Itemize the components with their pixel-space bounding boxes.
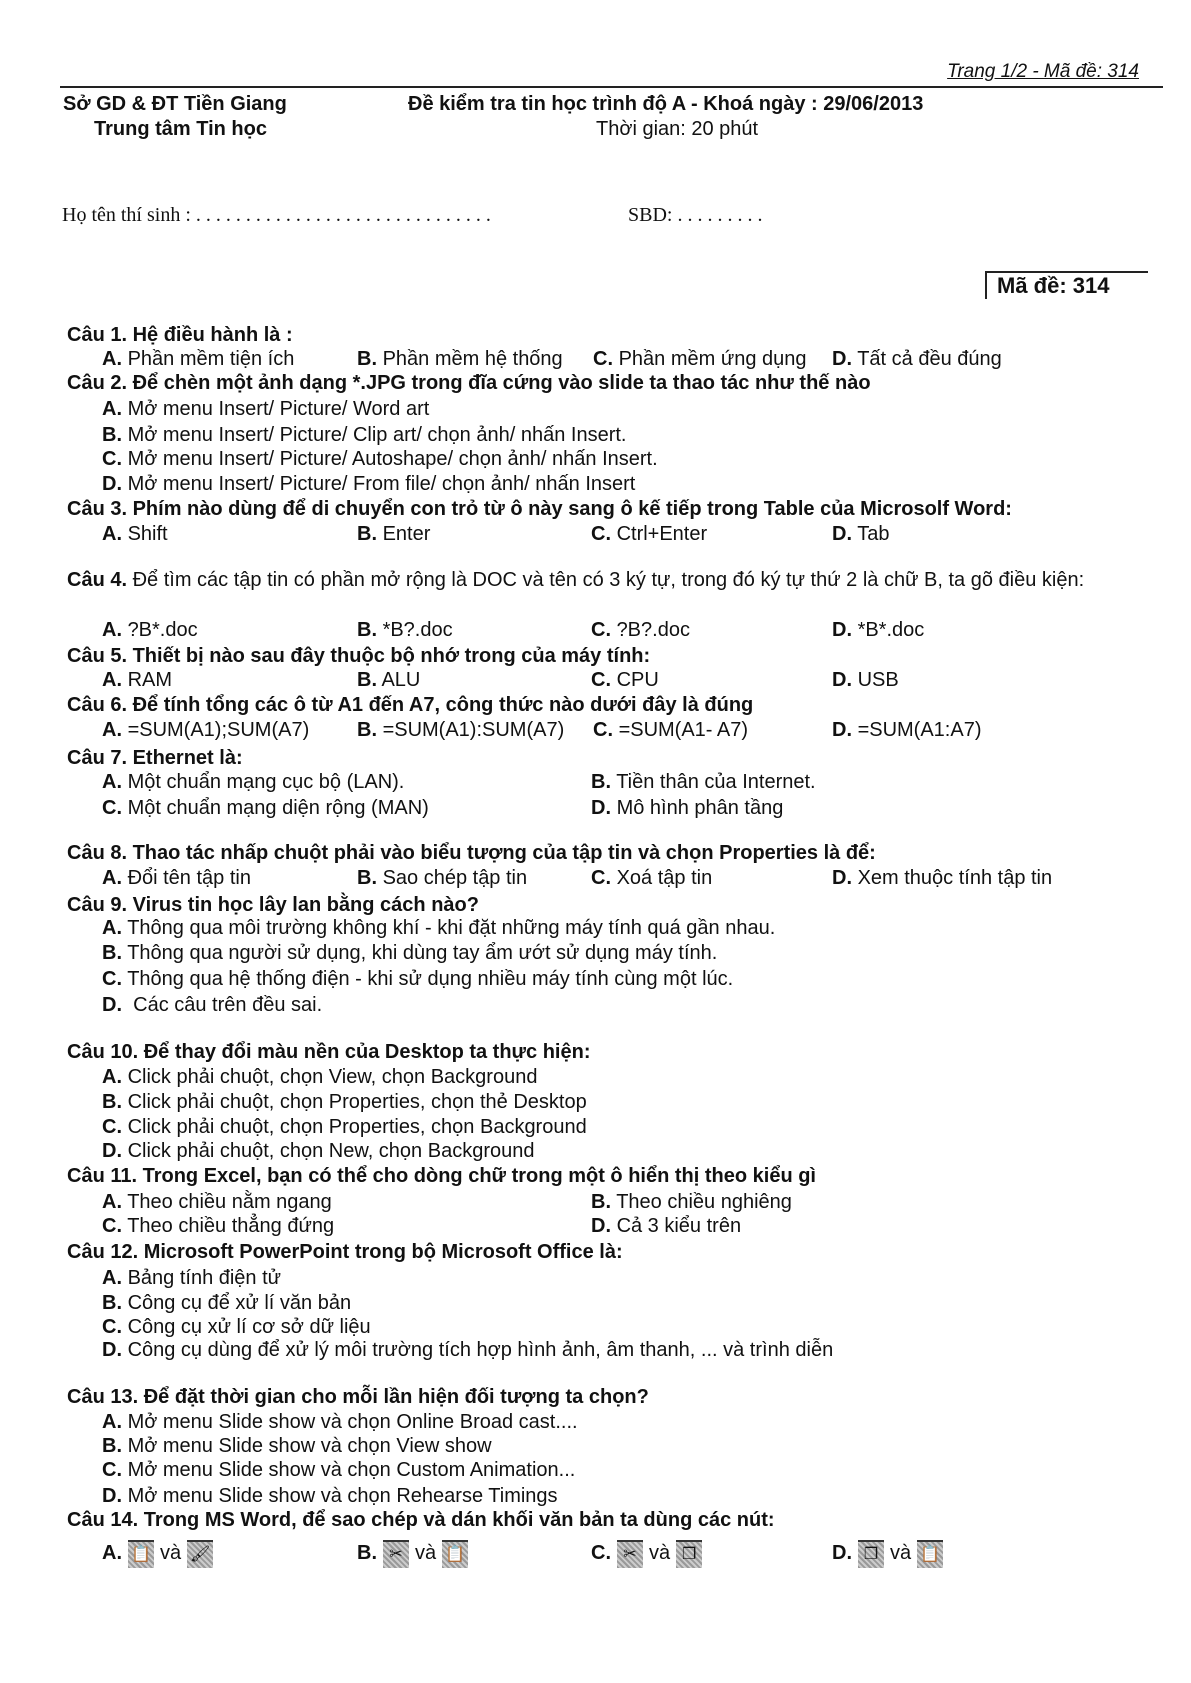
option-c — [102, 1315, 371, 1339]
text: Bảng tính điện tử — [127, 1267, 282, 1289]
text: Câu 5. — [67, 645, 128, 667]
option-letter: C. — [593, 348, 613, 370]
text: Tab — [857, 523, 890, 545]
text: Để đặt thời gian cho mỗi lần hiện đối tượng ta chọn? — [138, 1386, 649, 1408]
text: và — [415, 1542, 437, 1564]
option-b — [102, 941, 717, 965]
option-d — [102, 1338, 833, 1362]
text: Mở menu Slide show và chọn Online Broad cast.... — [127, 1411, 578, 1433]
option-letter: B. — [102, 1292, 122, 1314]
text: Mở menu Insert/ Picture/ Clip art/ chọn ảnh/ nhấn Insert. — [127, 424, 627, 446]
text: và — [160, 1542, 182, 1564]
cut-icon: ✂ — [617, 1540, 643, 1568]
text: Trong Excel, bạn có thể cho dòng chữ trong một ô hiển thị theo kiểu gì — [137, 1165, 816, 1187]
text: Theo chiều nằm ngang — [127, 1191, 332, 1213]
text: Các câu trên đều sai. — [133, 994, 323, 1016]
text: Tiền thân của Internet. — [616, 771, 816, 793]
text: Click phải chuột, chọn View, chọn Background — [127, 1066, 538, 1088]
text: Phần mềm tiện ích — [127, 348, 295, 370]
option-letter: C. — [591, 867, 611, 889]
option-letter: B. — [357, 619, 377, 641]
option-d — [832, 522, 889, 546]
option-a — [102, 347, 294, 371]
text: Để tìm các tập tin có phần mở rộng là DOC và tên có 3 ký tự, trong đó ký tự thứ 2 là chữ B, ta gõ điều kiện: — [127, 569, 1085, 591]
option-letter: A. — [102, 867, 122, 889]
text: và — [890, 1542, 912, 1564]
option-a — [102, 1538, 219, 1568]
option-d — [591, 796, 783, 820]
text: Theo chiều thẳng đứng — [127, 1215, 335, 1237]
text: Trong MS Word, để sao chép và dán khối văn bản ta dùng các nút: — [138, 1509, 775, 1531]
text: Click phải chuột, chọn Properties, chọn Background — [127, 1116, 587, 1138]
text: Tất cả đều đúng — [857, 348, 1002, 370]
text: Thao tác nhấp chuột phải vào biểu tượng của tập tin và chọn Properties là để: — [127, 842, 876, 864]
option-a — [102, 618, 198, 642]
text: Phần mềm hệ thống — [382, 348, 563, 370]
option-letter: B. — [102, 424, 122, 446]
option-letter: C. — [102, 448, 122, 470]
text: Phím nào dùng để di chuyển con trỏ từ ô này sang ô kế tiếp trong Table của Microsolf Word: — [127, 498, 1012, 520]
option-c — [591, 618, 690, 642]
option-a — [102, 770, 404, 794]
text: *B*.doc — [857, 619, 925, 641]
text: Câu 9. — [67, 894, 128, 916]
paste-icon: 📋 — [442, 1540, 468, 1568]
text: Một chuẩn mạng diện rộng (MAN) — [127, 797, 429, 819]
option-letter: B. — [102, 942, 122, 964]
text: Câu 7. — [67, 747, 128, 769]
text: Công cụ dùng để xử lý môi trường tích hợp hình ảnh, âm thanh, ... và trình diễn — [127, 1339, 834, 1361]
text: Theo chiều nghiêng — [616, 1191, 792, 1213]
text: Câu 11. — [67, 1165, 138, 1187]
text: Câu 12. — [67, 1241, 139, 1263]
option-a — [102, 1266, 281, 1290]
option-c — [102, 1458, 575, 1482]
option-letter: A. — [102, 1542, 122, 1564]
option-letter: C. — [591, 619, 611, 641]
option-a — [102, 1065, 537, 1089]
option-b — [591, 1190, 792, 1214]
question-6 — [67, 693, 753, 717]
option-letter: D. — [832, 348, 852, 370]
option-c — [102, 1115, 587, 1139]
text: Mở menu Insert/ Picture/ Word art — [127, 398, 430, 420]
option-b — [357, 866, 527, 890]
text: Câu 4. — [67, 569, 128, 591]
option-a — [102, 1190, 332, 1214]
option-b — [102, 423, 626, 447]
option-letter: B. — [357, 523, 377, 545]
option-letter: C. — [102, 1316, 122, 1338]
text: Shift — [127, 523, 168, 545]
text: Mở menu Insert/ Picture/ Autoshape/ chọn ảnh/ nhấn Insert. — [127, 448, 658, 470]
option-letter: D. — [102, 1485, 122, 1507]
option-letter: C. — [591, 1542, 611, 1564]
option-d — [832, 718, 982, 742]
option-c — [591, 1538, 708, 1568]
text: Câu 13. — [67, 1386, 139, 1408]
header-rule — [60, 86, 1163, 88]
text: =SUM(A1- A7) — [618, 719, 749, 741]
org-line1: Sở GD & ĐT Tiền Giang — [63, 93, 287, 115]
option-letter: B. — [102, 1435, 122, 1457]
copy-icon: ❐ — [858, 1540, 884, 1568]
option-d — [832, 347, 1002, 371]
text: Click phải chuột, chọn Properties, chọn thẻ Desktop — [127, 1091, 587, 1113]
text: Để tính tổng các ô từ A1 đến A7, công thức nào dưới đây là đúng — [127, 694, 754, 716]
option-d — [102, 1139, 534, 1163]
option-a — [102, 668, 172, 692]
text: ?B*.doc — [127, 619, 198, 641]
question-10 — [67, 1040, 591, 1064]
option-letter: B. — [357, 719, 377, 741]
question-7 — [67, 746, 243, 770]
text: Cả 3 kiểu trên — [616, 1215, 742, 1237]
option-letter: A. — [102, 669, 122, 691]
option-letter: C. — [593, 719, 613, 741]
text: Công cụ xử lí cơ sở dữ liệu — [127, 1316, 371, 1338]
option-c — [591, 522, 707, 546]
question-13 — [67, 1385, 649, 1409]
option-letter: A. — [102, 1066, 122, 1088]
option-d — [102, 993, 322, 1017]
option-b — [357, 718, 564, 742]
option-letter: D. — [832, 1542, 852, 1564]
option-c — [102, 967, 733, 991]
option-d — [832, 618, 924, 642]
question-8 — [67, 841, 876, 865]
option-b — [357, 347, 563, 371]
option-c — [102, 796, 429, 820]
option-letter: A. — [102, 398, 122, 420]
text: Virus tin học lây lan bằng cách nào? — [127, 894, 479, 916]
text: Mở menu Slide show và chọn View show — [127, 1435, 492, 1457]
text: Câu 3. — [67, 498, 128, 520]
text: Mở menu Slide show và chọn Rehearse Timings — [127, 1485, 558, 1507]
question-9 — [67, 893, 479, 917]
text: Để thay đổi màu nền của Desktop ta thực hiện: — [138, 1041, 591, 1063]
text: Câu 10. — [67, 1041, 139, 1063]
option-letter: D. — [832, 619, 852, 641]
text: Ethernet là: — [127, 747, 243, 769]
option-c — [593, 347, 807, 371]
option-d — [102, 472, 635, 496]
option-b — [102, 1090, 587, 1114]
text: Một chuẩn mạng cục bộ (LAN). — [127, 771, 405, 793]
option-a — [102, 397, 429, 421]
exam-duration: Thời gian: 20 phút — [596, 118, 759, 140]
option-letter: C. — [102, 968, 122, 990]
text: Xem thuộc tính tập tin — [857, 867, 1053, 889]
option-letter: C. — [102, 1116, 122, 1138]
option-letter: A. — [102, 348, 122, 370]
option-letter: A. — [102, 771, 122, 793]
option-letter: A. — [102, 1411, 122, 1433]
org-line2: Trung tâm Tin học — [94, 118, 267, 140]
cut-icon: ✂ — [383, 1540, 409, 1568]
text: Ctrl+Enter — [616, 523, 708, 545]
question-11 — [67, 1164, 816, 1188]
text: =SUM(A1:A7) — [857, 719, 982, 741]
text: *B?.doc — [382, 619, 453, 641]
text: Thông qua môi trường không khí - khi đặt những máy tính quá gần nhau. — [127, 917, 776, 939]
text: Công cụ để xử lí văn bản — [127, 1292, 352, 1314]
option-letter: A. — [102, 917, 122, 939]
text: Mở menu Slide show và chọn Custom Animation... — [127, 1459, 576, 1481]
question-5 — [67, 644, 650, 668]
option-letter: D. — [591, 797, 611, 819]
option-c — [102, 1214, 334, 1238]
option-letter: C. — [591, 523, 611, 545]
option-letter: D. — [832, 523, 852, 545]
option-letter: B. — [357, 348, 377, 370]
question-14 — [67, 1508, 775, 1532]
option-letter: D. — [832, 719, 852, 741]
question-2 — [67, 371, 871, 395]
text: Câu 1. — [67, 324, 128, 346]
option-a — [102, 866, 251, 890]
question-12 — [67, 1240, 623, 1264]
option-letter: D. — [102, 1140, 122, 1162]
option-letter: B. — [591, 771, 611, 793]
option-d — [591, 1214, 741, 1238]
text: Câu 8. — [67, 842, 128, 864]
option-c — [102, 447, 658, 471]
option-letter: D. — [102, 994, 122, 1016]
text: Phần mềm ứng dụng — [618, 348, 807, 370]
option-b — [357, 668, 420, 692]
text: =SUM(A1);SUM(A7) — [127, 719, 310, 741]
text: CPU — [616, 669, 659, 691]
option-letter: C. — [102, 1215, 122, 1237]
text: Enter — [382, 523, 431, 545]
text: Mô hình phân tầng — [616, 797, 784, 819]
text: Thiết bị nào sau đây thuộc bộ nhớ trong của máy tính: — [127, 645, 651, 667]
option-letter: D. — [102, 473, 122, 495]
option-b — [102, 1434, 492, 1458]
text: RAM — [127, 669, 173, 691]
question-3 — [67, 497, 1012, 521]
option-b — [357, 522, 430, 546]
text: USB — [857, 669, 899, 691]
option-letter: D. — [102, 1339, 122, 1361]
paste-icon: 📋 — [128, 1540, 154, 1568]
option-b — [357, 618, 453, 642]
text: Đổi tên tập tin — [127, 867, 251, 889]
text: Câu 14. — [67, 1509, 139, 1531]
option-letter: D. — [832, 669, 852, 691]
option-letter: C. — [102, 1459, 122, 1481]
text: Mở menu Insert/ Picture/ From file/ chọn ảnh/ nhấn Insert — [127, 473, 636, 495]
exam-code-box: Mã đề: 314 — [985, 271, 1148, 299]
text: =SUM(A1):SUM(A7) — [382, 719, 565, 741]
option-a — [102, 522, 168, 546]
copy-icon: ❐ — [676, 1540, 702, 1568]
text: Click phải chuột, chọn New, chọn Background — [127, 1140, 535, 1162]
option-letter: D. — [832, 867, 852, 889]
option-d — [832, 668, 899, 692]
text: Xoá tập tin — [616, 867, 713, 889]
option-letter: A. — [102, 1191, 122, 1213]
text: ?B?.doc — [616, 619, 690, 641]
option-b — [102, 1291, 351, 1315]
question-1 — [67, 323, 293, 347]
question-4 — [60, 567, 1145, 593]
text: Sao chép tập tin — [382, 867, 528, 889]
text: Microsoft PowerPoint trong bộ Microsoft Office là: — [138, 1241, 623, 1263]
option-c — [593, 718, 748, 742]
option-c — [591, 866, 712, 890]
page-info: Trang 1/2 - Mã đề: 314 — [947, 61, 1139, 82]
option-a — [102, 916, 775, 940]
option-letter: A. — [102, 523, 122, 545]
option-letter: B. — [357, 867, 377, 889]
text: Hệ điều hành là : — [127, 324, 293, 346]
option-letter: D. — [591, 1215, 611, 1237]
sbd-field: SBD: . . . . . . . . . — [628, 204, 763, 226]
text: Thông qua hệ thống điện - khi sử dụng nhiều máy tính cùng một lúc. — [127, 968, 734, 990]
option-b — [591, 770, 816, 794]
paste-icon: 📋 — [917, 1540, 943, 1568]
option-b — [357, 1538, 474, 1568]
text: và — [649, 1542, 671, 1564]
option-d — [832, 866, 1052, 890]
option-letter: A. — [102, 619, 122, 641]
option-letter: C. — [591, 669, 611, 691]
text: ALU — [381, 669, 421, 691]
option-letter: B. — [357, 669, 377, 691]
option-d — [102, 1484, 558, 1508]
format-painter-icon: 🖌 — [187, 1540, 213, 1568]
option-d — [832, 1538, 949, 1568]
text: Câu 2. — [67, 372, 128, 394]
option-c — [591, 668, 659, 692]
option-letter: B. — [591, 1191, 611, 1213]
option-a — [102, 718, 309, 742]
candidate-name-field: Họ tên thí sinh : . . . . . . . . . . . . . . . . . . . . . . . . . . . . . . — [62, 204, 491, 226]
option-letter: A. — [102, 719, 122, 741]
option-a — [102, 1410, 578, 1434]
option-letter: C. — [102, 797, 122, 819]
text: Để chèn một ảnh dạng *.JPG trong đĩa cứng vào slide ta thao tác như thế nào — [127, 372, 871, 394]
option-letter: B. — [357, 1542, 377, 1564]
text: Thông qua người sử dụng, khi dùng tay ẩm ướt sử dụng máy tính. — [127, 942, 718, 964]
text: Câu 6. — [67, 694, 128, 716]
option-letter: B. — [102, 1091, 122, 1113]
exam-title: Đề kiểm tra tin học trình độ A - Khoá ngày : 29/06/2013 — [408, 93, 924, 115]
option-letter: A. — [102, 1267, 122, 1289]
